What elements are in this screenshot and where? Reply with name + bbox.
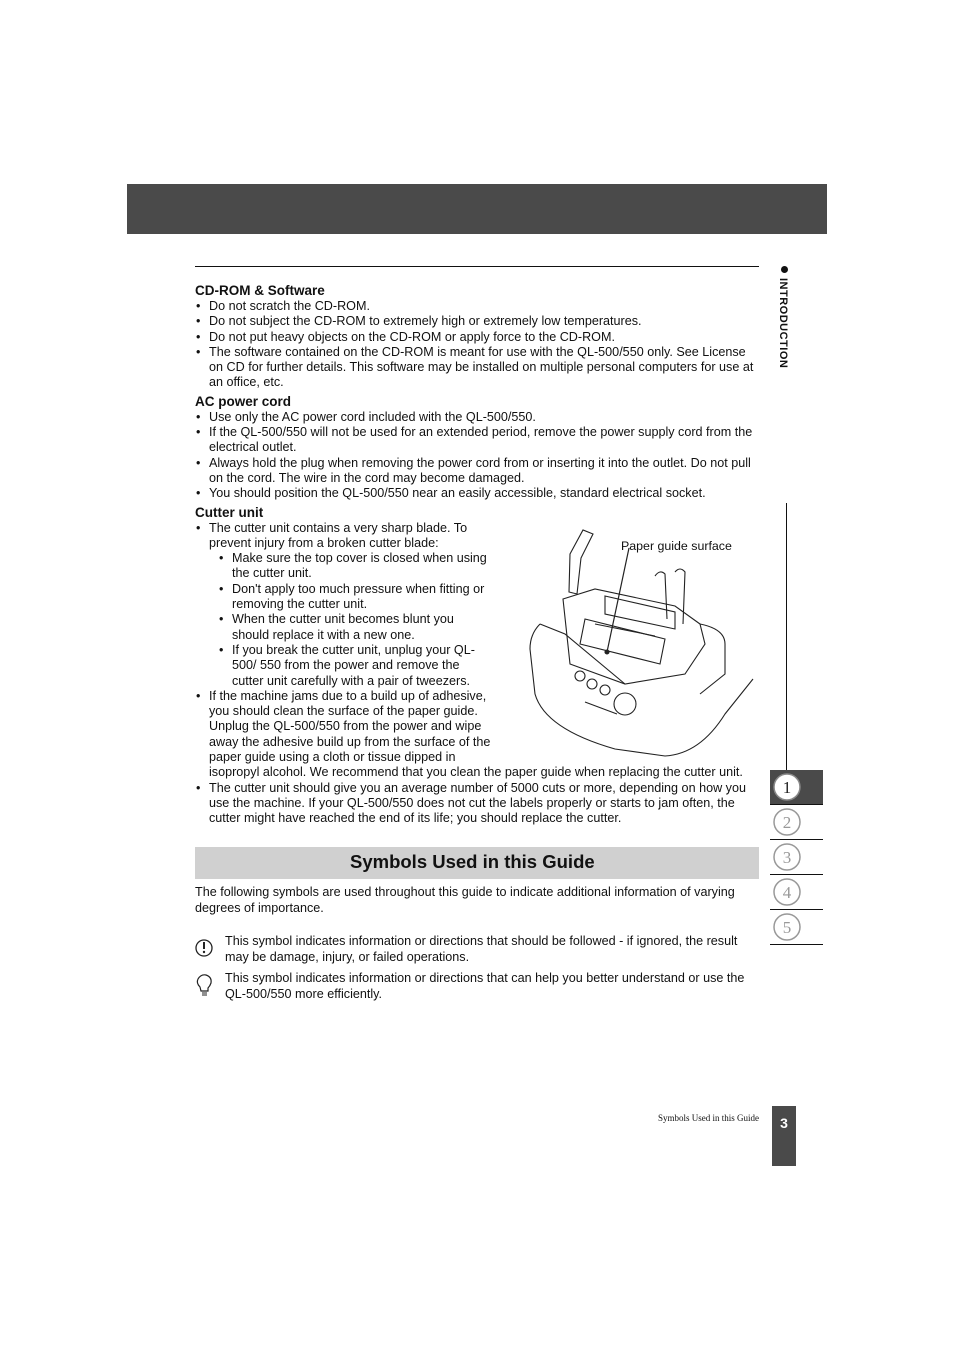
cutter-item-1: The cutter unit contains a very sharp blade. To prevent injury from a broken cutter blade: bbox=[209, 520, 468, 550]
chapter-number-icon bbox=[772, 807, 804, 837]
printer-cover-arm bbox=[569, 530, 593, 594]
button-2-icon bbox=[587, 679, 597, 689]
cdrom-list bbox=[195, 299, 759, 391]
chapter-tab-1[interactable] bbox=[770, 770, 823, 805]
section-tab bbox=[774, 262, 796, 392]
illustration-label: Paper guide surface bbox=[621, 539, 732, 553]
label-exit-slot bbox=[585, 702, 617, 714]
page-number-box bbox=[772, 1106, 796, 1166]
page-number: 3 bbox=[780, 1115, 788, 1131]
list-item: • Do not scratch the CD-ROM. bbox=[195, 299, 759, 314]
list-item: • Do not subject the CD-ROM to extremely high or extremely low temperatures. bbox=[195, 314, 759, 329]
list-item: • If you break the cutter unit, unplug your QL-500/ 550 from the power and remove the cutter unit carefully with a pair of tweezers. bbox=[195, 643, 492, 689]
divider-rule bbox=[195, 266, 759, 267]
list-item: • Always hold the plug when removing the power cord from or inserting it into the outlet. Do not pull on the cord. The wire in the cord may become damaged. bbox=[195, 456, 759, 487]
tip-text: This symbol indicates information or directions that can help you better understand or use the QL-500/550 more efficiently. bbox=[225, 971, 745, 1001]
ac-list bbox=[195, 410, 759, 502]
roll-holder-right bbox=[675, 569, 685, 624]
chapter-number: 5 bbox=[782, 918, 792, 937]
cutter-item-2a: • If the machine jams due to a build up of adhesive, you should clean the surface of the paper guide. Unplug the QL-500/550 from the power and wipe away the adhesive build up from the surface of the paper guide using a cloth or tissue dipped in bbox=[209, 688, 491, 765]
list-item: • The cutter unit should give you an average number of 5000 cuts or more, depending on how you use the machine. If your QL-500/550 does not cut the labels properly or starts to jam often, the cutter might have reached the end of its life; you should replace the cutter. bbox=[195, 781, 759, 827]
section-title: Symbols Used in this Guide bbox=[350, 851, 595, 872]
printer-base bbox=[530, 624, 753, 756]
chapter-number-icon bbox=[772, 842, 804, 872]
list-item: • Use only the AC power cord included with the QL-500/550. bbox=[195, 410, 759, 425]
chapter-number: 3 bbox=[782, 848, 792, 867]
button-1-icon bbox=[575, 671, 585, 681]
cutter-heading: Cutter unit bbox=[195, 504, 264, 520]
list-item: • The software contained on the CD-ROM is meant for use with the QL-500/550 only. See License on CD for further details. This software may be installed on multiple personal computers for use at an office, etc. bbox=[195, 345, 759, 391]
chapter-tab-4[interactable] bbox=[770, 875, 823, 910]
header-bar bbox=[127, 184, 827, 234]
caution-icon bbox=[195, 936, 215, 960]
caution-text: This symbol indicates information or directions that should be followed - if ignored, the result may be damage, injury, or failed operations. bbox=[225, 934, 738, 964]
chapter-number: 4 bbox=[782, 883, 792, 902]
side-divider bbox=[786, 503, 787, 770]
pointer-dot-icon bbox=[605, 650, 609, 654]
tip-row bbox=[195, 971, 759, 1002]
chapter-tab-3[interactable] bbox=[770, 840, 823, 875]
symbols-intro: The following symbols are used throughout this guide to indicate additional information of varying degrees of importance. bbox=[195, 885, 735, 915]
button-3-icon bbox=[600, 685, 610, 695]
pointer-line bbox=[607, 548, 629, 652]
printer-side-right bbox=[700, 624, 725, 694]
list-item: • You should position the QL-500/550 near an easily accessible, standard electrical socket. bbox=[195, 486, 759, 501]
chapter-number-icon bbox=[772, 912, 804, 942]
power-button-icon bbox=[614, 693, 636, 715]
list-item: • When the cutter unit becomes blunt you should replace it with a new one. bbox=[195, 612, 492, 643]
list-item bbox=[195, 521, 492, 689]
chapter-number-icon bbox=[772, 877, 804, 907]
chapter-number: 2 bbox=[782, 813, 792, 832]
cutter-sublist bbox=[195, 551, 492, 689]
section-tab-label: INTRODUCTION bbox=[777, 278, 789, 369]
bullet-dot-icon bbox=[781, 266, 788, 273]
list-item: • Do not put heavy objects on the CD-ROM or apply force to the CD-ROM. bbox=[195, 330, 759, 345]
chapter-number: 1 bbox=[782, 778, 792, 797]
cutter-item-2b: isopropyl alcohol. We recommend that you clean the paper guide when replacing the cutter unit. bbox=[209, 765, 743, 780]
paper-guide-line bbox=[595, 624, 655, 636]
printer-illustration bbox=[525, 524, 755, 764]
section-header bbox=[195, 847, 759, 879]
chapter-tabs bbox=[770, 770, 823, 945]
chapter-tab-2[interactable] bbox=[770, 805, 823, 840]
roll-holder-left bbox=[655, 572, 667, 619]
ac-heading: AC power cord bbox=[195, 393, 292, 409]
footer-section-name: Symbols Used in this Guide bbox=[657, 1113, 759, 1123]
caution-row bbox=[195, 934, 759, 965]
chapter-tab-5[interactable] bbox=[770, 910, 823, 945]
list-item: • Make sure the top cover is closed when using the cutter unit. bbox=[195, 551, 492, 582]
list-item: • If the QL-500/550 will not be used for an extended period, remove the power supply cord from the electrical outlet. bbox=[195, 425, 759, 456]
lightbulb-icon bbox=[195, 973, 215, 997]
cdrom-heading: CD-ROM & Software bbox=[195, 283, 325, 298]
list-item: • Don't apply too much pressure when fitting or removing the cutter unit. bbox=[195, 582, 492, 613]
chapter-number-icon bbox=[772, 772, 804, 802]
